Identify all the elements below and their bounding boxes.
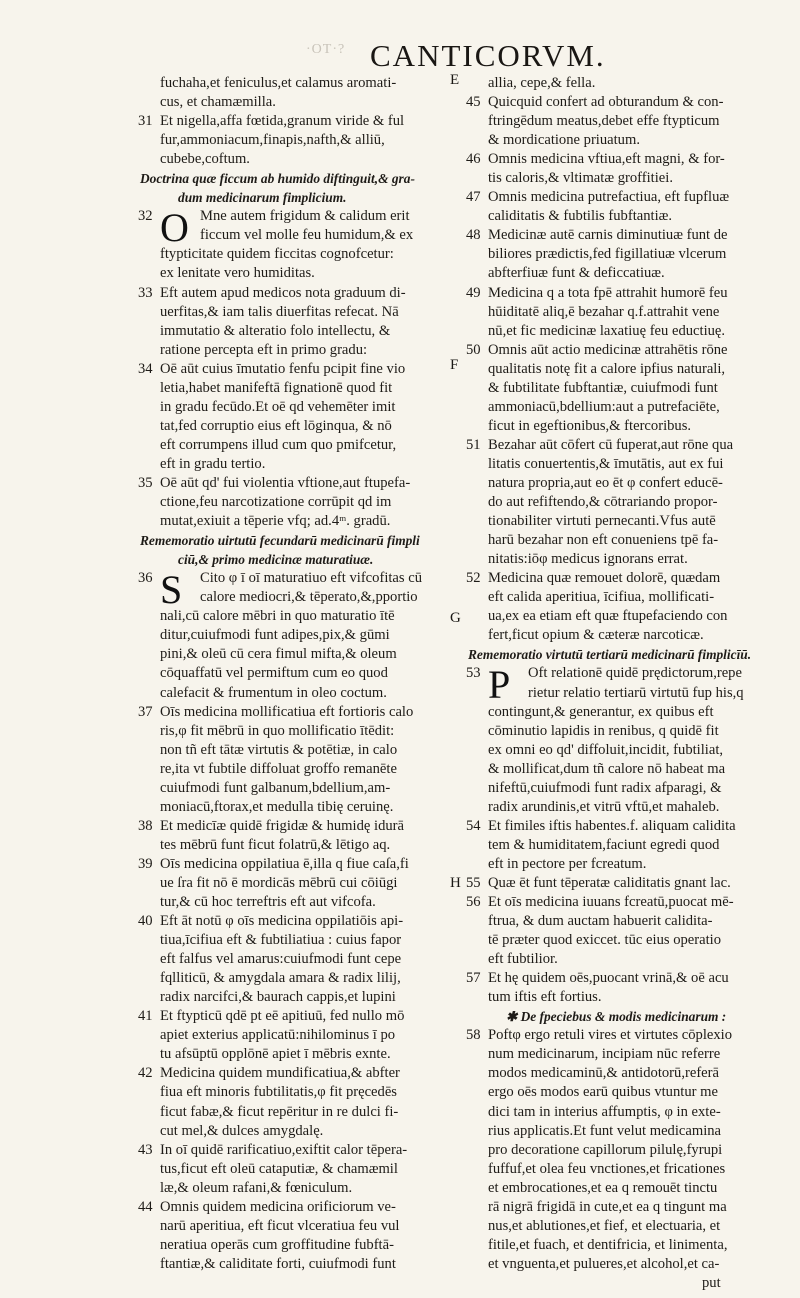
paragraph-number: 32 (138, 208, 153, 225)
line-text: Medicinæ autē carnis diminutiuæ funt de (488, 227, 728, 244)
text-line (466, 207, 792, 226)
line-text: natura propria,aut eo ēt φ confert educē- (488, 474, 723, 491)
line-text: do aut refiftendo,& cōtrariando propor- (488, 494, 718, 511)
drop-cap-initial: P (488, 662, 511, 708)
line-text: Rememoratio virtutū tertiarū medicinarū fimplicīū. (468, 647, 752, 663)
line-text: Poftφ ergo retuli vires et virtutes cōplexio (488, 1027, 733, 1044)
text-line (466, 303, 792, 322)
paragraph-line-numbered (138, 912, 436, 931)
line-text: In oī quidē rarificatiuo,exiftit calor tēpera- (160, 1141, 408, 1158)
line-text: ergo oēs modos earū quibus vtuntur me (488, 1084, 718, 1101)
line-text: ficcum vel molle feu humidum,& ex (200, 227, 414, 244)
line-text: calore mediocri,& tēperato,&,pportio (200, 589, 418, 606)
text-line (466, 1160, 792, 1179)
text-line (138, 512, 436, 531)
line-text: & mordicatione priuatum. (488, 132, 640, 149)
line-text: modos medicaminū,& antidotorū,referā (488, 1065, 719, 1082)
paragraph-line-numbered (138, 855, 436, 874)
text-line (466, 1045, 792, 1064)
text-line (138, 722, 436, 741)
text-line (466, 474, 792, 493)
text-line (138, 264, 436, 283)
line-text: cōquaffatū vel permiftum cum eo quod (160, 665, 388, 682)
paragraph-number: 33 (138, 284, 153, 301)
paragraph-line-numbered (138, 112, 436, 131)
line-text: ditur,cuiufmodi funt adipes,pix,& gūmi (160, 627, 390, 644)
text-line (138, 893, 436, 912)
line-text: Et nigella,affa fœtida,granum viride & ful (160, 113, 405, 130)
line-text: Et hę quidem oēs,puocant vrinā,& oē acu (488, 970, 729, 987)
text-line (466, 169, 792, 188)
line-text: abfterfiuæ funt & deficcatiuæ. (488, 265, 665, 282)
text-line (466, 1179, 792, 1198)
text-line (138, 1122, 436, 1141)
text-line (138, 493, 436, 512)
line-text: contingunt,& generantur, ex quibus eft (488, 703, 714, 720)
line-text: rius applicatis.Et funt velut medicamina (488, 1122, 722, 1139)
line-text: ftrua, & dum auctam habuerit calidita- (488, 913, 713, 930)
text-line (466, 607, 792, 626)
line-text: ftypticitate quidem ficcitas cognofcetur: (160, 246, 394, 263)
line-text: & fubtilitate fubftantiæ, cuiufmodi funt (488, 379, 718, 396)
line-text: radix arundinis,et vitrū vftū,et mahaleb. (488, 798, 720, 815)
header-ornament-fragment: ·OT·? (306, 42, 346, 57)
line-text: non tñ eft tātæ virtutis & potētiæ, in calo (160, 741, 398, 758)
text-line (138, 1026, 436, 1045)
text-line (466, 760, 792, 779)
text-line (138, 969, 436, 988)
text-line (138, 836, 436, 855)
line-text: pro decoratione capillorum pilulę,fyrupi (488, 1141, 723, 1158)
line-text: ua,ex ea etiam eft quæ ftupefaciendo con (488, 608, 728, 625)
paragraph-line-numbered (466, 226, 792, 245)
line-text: nū,et fic medicinæ laxatiuę feu eductiuę. (488, 322, 726, 339)
line-text: tus,ficut eft oleū cataputiæ, & chamæmil (160, 1160, 398, 1177)
text-line (138, 874, 436, 893)
text-line (466, 1198, 792, 1217)
line-text: in gradu fecūdo.Et oē qd vehemēter imit (160, 398, 396, 415)
paragraph-line-numbered (138, 360, 436, 379)
text-line (138, 588, 436, 607)
text-line (466, 741, 792, 760)
line-text: nali,cū calore mēbri in quo maturatio ītē (160, 608, 395, 625)
text-line (138, 931, 436, 950)
line-text: harū bezahar non eft conueniens tpē fa- (488, 532, 719, 549)
line-text: ftantiæ,& caliditate forti, cuiufmodi funt (160, 1255, 396, 1272)
text-line (138, 74, 436, 93)
line-text: nitatis:iōφ medicus ignorans errat. (488, 551, 688, 568)
left-text-column (138, 74, 436, 1274)
text-line (138, 798, 436, 817)
paragraph-line-numbered (466, 874, 792, 893)
text-line (466, 322, 792, 341)
line-text: moniacū,ftorax,et medulla tibię ceruinę. (160, 798, 394, 815)
line-text: Mne autem frigidum & calidum erit (200, 208, 410, 225)
paragraph-number: 36 (138, 570, 153, 587)
line-text: eft fubtilior. (488, 951, 558, 968)
text-line (138, 741, 436, 760)
line-text: ue ſra fit nō ē mordicās mēbrū cui cōiūgi (160, 874, 398, 891)
line-text: Cito φ ī oī maturatiuo eft vifcofitas cū (200, 570, 423, 587)
text-line (138, 93, 436, 112)
line-text: Oft relationē quidē prędictorum,repe (528, 665, 742, 682)
paragraph-line-numbered (466, 341, 792, 360)
line-text: fuchaha,et feniculus,et calamus aromati- (160, 75, 397, 91)
paragraph-number: 37 (138, 703, 153, 720)
line-text: Omnis medicina putrefactiua, eft fupfluæ (488, 189, 730, 206)
line-text: letia,habet manifeftā fignationē quod fit (160, 379, 393, 396)
text-line (138, 455, 436, 474)
line-text: put (702, 1274, 721, 1291)
paragraph-number: 52 (466, 570, 481, 587)
paragraph-line-numbered (138, 1141, 436, 1160)
line-text: rietur relatio tertiarū virtutū fup his,q (528, 684, 744, 701)
line-text: Oīs medicina mollificatiua eft fortioris calo (160, 703, 414, 720)
line-text: Et ftypticū qdē pt eē apitiuū, fed nullo mō (160, 1008, 405, 1025)
line-text: Omnis aūt actio medicinæ attrahētis rōne (488, 341, 728, 358)
paragraph-line-numbered (466, 150, 792, 169)
section-heading (138, 531, 436, 550)
paragraph-number: 56 (466, 894, 481, 911)
text-line (138, 760, 436, 779)
text-line (466, 112, 792, 131)
line-text: fitile,et fuach, et dentifricia, et linimenta, (488, 1236, 728, 1253)
margin-letter-h: H (450, 875, 461, 891)
text-line (138, 1255, 436, 1274)
line-text: Rememoratio uirtutū fecundarū medicinarū fimpli (140, 533, 420, 549)
paragraph-line-numbered (466, 284, 792, 303)
line-text: immutatio & alteratio folo intellectu, & (160, 322, 391, 339)
text-line (466, 131, 792, 150)
line-text: eft in pectore per fcreatum. (488, 855, 647, 872)
text-line (466, 379, 792, 398)
text-line (466, 722, 792, 741)
text-line (138, 684, 436, 703)
line-text: Medicina quæ remouet dolorē, quædam (488, 570, 721, 587)
line-text: eft falfus vel amarus:cuiufmodi funt cepe (160, 951, 402, 968)
paragraph-number: 35 (138, 474, 153, 491)
text-line (466, 264, 792, 283)
line-text: qualitatis notę fit a calore ipfius naturali, (488, 360, 726, 377)
line-text: ammoniacū,bdellium:aut a putrefaciēte, (488, 398, 720, 415)
line-text: Omnis quidem medicina orificiorum ve- (160, 1198, 396, 1215)
text-line (466, 417, 792, 436)
paragraph-line-numbered (466, 1026, 792, 1045)
line-text: mutat,exiuit a tēperie vfq; ad.4ᵐ. gradū. (160, 513, 391, 530)
paragraph-number: 41 (138, 1008, 153, 1025)
line-text: Bezahar aūt cōfert cū fuperat,aut rōne qua (488, 436, 734, 453)
paragraph-number: 58 (466, 1027, 481, 1044)
line-text: Oē aūt qd' fui violentia vftione,aut ftupefa- (160, 474, 411, 491)
text-line (466, 626, 792, 645)
line-text: eft corrumpens illud cum quo pmifcetur, (160, 436, 397, 453)
line-text: fuffuf,et olea feu vnctiones,et fricationes (488, 1160, 726, 1177)
line-text: Oē aūt cuius īmutatio fenfu pcipit fine vio (160, 360, 406, 377)
line-text: tē præter quod exiccet. tūc eius operatio (488, 932, 722, 949)
text-line (138, 645, 436, 664)
section-heading (466, 645, 792, 664)
line-text: tat,fed corruptio eius eft lōginqua, & nō (160, 417, 392, 434)
text-line (138, 779, 436, 798)
line-text: calefacit & frumentum in oleo coctum. (160, 684, 387, 701)
line-text: ciū,& primo medicinæ maturatiuæ. (178, 552, 374, 568)
text-line (466, 855, 792, 874)
paragraph-line-numbered (466, 817, 792, 836)
section-heading (138, 169, 436, 188)
text-line (466, 1064, 792, 1083)
line-text: læ,& oleum rafani,& fœniculum. (160, 1179, 353, 1196)
paragraph-number: 44 (138, 1198, 153, 1215)
line-text: tes mēbrū funt ficut folatrū,& lētigo aq. (160, 836, 391, 853)
line-text: eft calida aperitiua, īcifiua, mollificati- (488, 589, 715, 606)
text-line (138, 245, 436, 264)
paragraph-number: 38 (138, 817, 153, 834)
margin-letter-g: G (450, 610, 461, 626)
line-text: Medicina quidem mundificatiua,& abfter (160, 1065, 400, 1082)
paragraph-line-numbered (466, 969, 792, 988)
text-line (138, 150, 436, 169)
text-line (466, 360, 792, 379)
line-text: ficut fabæ,& ficut repēritur in re dulci fi- (160, 1103, 399, 1120)
paragraph-line-numbered (466, 188, 792, 207)
paragraph-number: 55 (466, 874, 481, 891)
text-line (466, 703, 792, 722)
line-text: caliditatis & fubtilis fubftantiæ. (488, 208, 673, 225)
line-text: tur,& cū hoc terreftris eft aut vifcofa. (160, 894, 376, 911)
paragraph-line-numbered (138, 1007, 436, 1026)
text-line (466, 493, 792, 512)
line-text: tionabiliter virtuti pernecanti.Vfus autē (488, 513, 716, 530)
line-text: narū aperitiua, eft ficut vlceratiua feu vul (160, 1217, 400, 1234)
line-text: Quæ ēt funt tēperatæ caliditatis gnant lac. (488, 874, 731, 891)
text-line (138, 1083, 436, 1102)
text-line (138, 1217, 436, 1236)
text-line (466, 1141, 792, 1160)
paragraph-number: 34 (138, 360, 153, 377)
text-line (466, 1236, 792, 1255)
text-line (138, 1045, 436, 1064)
paragraph-line-numbered (466, 436, 792, 455)
line-text: Oīs medicina oppilatiua ē,illa q fiue caſa,fi (160, 855, 409, 872)
line-text: dum medicinarum fimplicium. (178, 190, 347, 206)
line-text: eft in gradu tertio. (160, 455, 266, 472)
paragraph-number: 53 (466, 665, 481, 682)
text-line (138, 1179, 436, 1198)
line-text: fur,ammoniacum,finapis,nafth,& alliū, (160, 132, 385, 149)
line-text: & mollificat,dum tñ calore nō habeat ma (488, 760, 726, 777)
text-line (138, 988, 436, 1007)
line-text: cut mel,& dulces amygdalę. (160, 1122, 324, 1139)
line-text: ftringēdum meatus,debet effe ftypticum (488, 113, 720, 130)
text-line (466, 74, 792, 93)
line-text: cōminutio lapidis in renibus, q quidē fit (488, 722, 719, 739)
margin-letter-e: E (450, 72, 460, 88)
line-text: tiua,īcifiua eft & fubtiliatiua : cuius fapor (160, 932, 402, 949)
paragraph-line-numbered (138, 474, 436, 493)
line-text: pini,& oleū cū cera fimul mifta,& oleum (160, 646, 397, 663)
text-line (138, 131, 436, 150)
text-line (466, 1217, 792, 1236)
text-line (138, 322, 436, 341)
drop-cap-initial: O (160, 205, 189, 251)
text-line (138, 417, 436, 436)
text-line (466, 988, 792, 1007)
text-line (466, 912, 792, 931)
paragraph-number: 51 (466, 436, 481, 453)
line-text: et vnguenta,et pulueres,et alcohol,et ca- (488, 1255, 720, 1272)
paragraph-number: 45 (466, 94, 481, 111)
paragraph-number: 31 (138, 113, 153, 130)
line-text: apiet exterius applicatū:nihilominus ī po (160, 1027, 396, 1044)
line-text: allia, cepe,& fella. (488, 75, 596, 91)
text-line (466, 798, 792, 817)
text-line (466, 779, 792, 798)
line-text: Quicquid confert ad obturandum & con- (488, 94, 724, 111)
line-text: nifeftū,cuiufmodi funt radix afparagi, & (488, 779, 722, 796)
paragraph-number: 48 (466, 227, 481, 244)
text-line (466, 1103, 792, 1122)
paragraph-number: 57 (466, 970, 481, 987)
text-line (466, 245, 792, 264)
line-text: Medicina q a tota fpē attrahit humorē feu (488, 284, 728, 301)
text-line (466, 550, 792, 569)
paragraph-line-numbered (138, 1064, 436, 1083)
paragraph-line-numbered (138, 1198, 436, 1217)
section-heading (466, 1007, 792, 1026)
paragraph-line-numbered (138, 817, 436, 836)
text-line (138, 664, 436, 683)
line-text: Et oīs medicina iuuans fcreatū,puocat mē- (488, 894, 734, 911)
text-line (466, 1083, 792, 1102)
paragraph-line-numbered (466, 93, 792, 112)
paragraph-line-numbered (466, 569, 792, 588)
page-running-title: CANTICORVM. (370, 38, 606, 73)
text-line (466, 931, 792, 950)
text-line (466, 950, 792, 969)
text-line (466, 588, 792, 607)
line-text: Doctrina quæ ficcum ab humido diftinguit,& gra- (140, 171, 415, 187)
paragraph-number: 40 (138, 913, 153, 930)
text-line (466, 684, 792, 703)
text-line (138, 626, 436, 645)
text-line (138, 303, 436, 322)
text-line (138, 607, 436, 626)
text-line (138, 1236, 436, 1255)
right-text-column (466, 74, 792, 1293)
line-text: fqlliticū, & amygdala amara & radix lilij, (160, 970, 401, 987)
section-heading (138, 550, 436, 569)
line-text: litatis conuertentis,& īmutātis, aut ex fui (488, 455, 724, 472)
paragraph-number: 49 (466, 284, 481, 301)
line-text: num medicinarum, incipiam nūc referre (488, 1046, 721, 1063)
line-text: re,ita vt fubtile diffoluat groffo remanēte (160, 760, 397, 777)
text-line (466, 1255, 792, 1274)
line-text: rā nigrā frigidā in cute,et ea q tingunt ma (488, 1198, 727, 1215)
text-line (466, 512, 792, 531)
text-line (138, 226, 436, 245)
paragraph-number: 47 (466, 189, 481, 206)
paragraph-number: 43 (138, 1141, 153, 1158)
text-line (138, 1160, 436, 1179)
line-text: Et fimiles iftis habentes.f. aliquam calidita (488, 817, 736, 834)
line-text: Et medicīæ quidē frigidæ & humidę idurā (160, 817, 404, 834)
line-text: tem & humiditatem,faciunt egredi quod (488, 836, 720, 853)
paragraph-line-numbered (138, 284, 436, 303)
line-text: Eft āt notū φ oīs medicina oppilatiōis api- (160, 913, 404, 930)
line-text: hūiditatē aliq,ē bezahar q.f.attrahit vene (488, 303, 720, 320)
line-text: radix narcifci,& baurach cappis,et lupini (160, 989, 396, 1006)
line-text: cuiufmodi funt galbanum,bdellium,am- (160, 779, 391, 796)
line-text: dici tam in interius affumptis, φ in exte- (488, 1103, 721, 1120)
line-text: neratiua operās cum groffitudine fubftā- (160, 1236, 394, 1253)
margin-letter-f: F (450, 357, 459, 373)
line-text: et embrocationes,et ea q remouēt tinctu (488, 1179, 718, 1196)
line-text: tis caloris,& vltimatæ groffitiei. (488, 170, 673, 187)
line-text: fert,ficut opium & cæteræ narcoticæ. (488, 627, 704, 644)
line-text: fiua eft minoris fubtilitatis,φ fit pręcedēs (160, 1084, 397, 1101)
line-text: Omnis medicina vftiua,eft magni, & for- (488, 151, 725, 168)
drop-cap-initial: S (160, 567, 183, 613)
line-text: ex lenitate vero humiditas. (160, 265, 315, 282)
text-line (466, 836, 792, 855)
text-line (138, 436, 436, 455)
line-text: nus,et ablutiones,et fief, et electuaria, et (488, 1217, 721, 1234)
line-text: uerfitas,& iam talis diuerfitas refecat. Nā (160, 303, 399, 320)
text-line (466, 531, 792, 550)
text-line (138, 398, 436, 417)
line-text: Eft autem apud medicos nota graduum di- (160, 284, 406, 301)
paragraph-line-numbered (138, 703, 436, 722)
paragraph-number: 39 (138, 855, 153, 872)
line-text: tu afsūptū opplōnē apiet ī mēbris exnte. (160, 1046, 391, 1063)
text-line (138, 379, 436, 398)
paragraph-number: 54 (466, 817, 481, 834)
line-text: ratione percepta eft in primo gradu: (160, 341, 368, 358)
text-line (466, 398, 792, 417)
text-line (138, 341, 436, 360)
paragraph-number: 50 (466, 341, 481, 358)
line-text: cubebe,coftum. (160, 151, 250, 168)
line-text: ex omni eo qd' diffoluit,incidit, fubtiliat, (488, 741, 724, 758)
catchword (466, 1274, 792, 1293)
line-text: ris,φ fit mēbrū in quo mollificatio ītēdit: (160, 722, 395, 739)
line-text: biliores prædictis,fed figillatiuæ vlcerum (488, 246, 727, 263)
paragraph-line-numbered (466, 893, 792, 912)
text-line (138, 1103, 436, 1122)
paragraph-number: 42 (138, 1065, 153, 1082)
text-line (138, 950, 436, 969)
text-line (466, 455, 792, 474)
text-line (466, 1122, 792, 1141)
paragraph-number: 46 (466, 151, 481, 168)
line-text: tum iftis eft fortius. (488, 989, 602, 1006)
line-text: cus, et chamæmilla. (160, 94, 276, 111)
line-text: ficut in egeftionibus,& ftercoribus. (488, 417, 692, 434)
line-text: ctione,feu narcotizatione corrūpit qd im (160, 494, 392, 511)
line-text: ✱ De fpeciebus & modis medicinarum : (506, 1009, 727, 1025)
